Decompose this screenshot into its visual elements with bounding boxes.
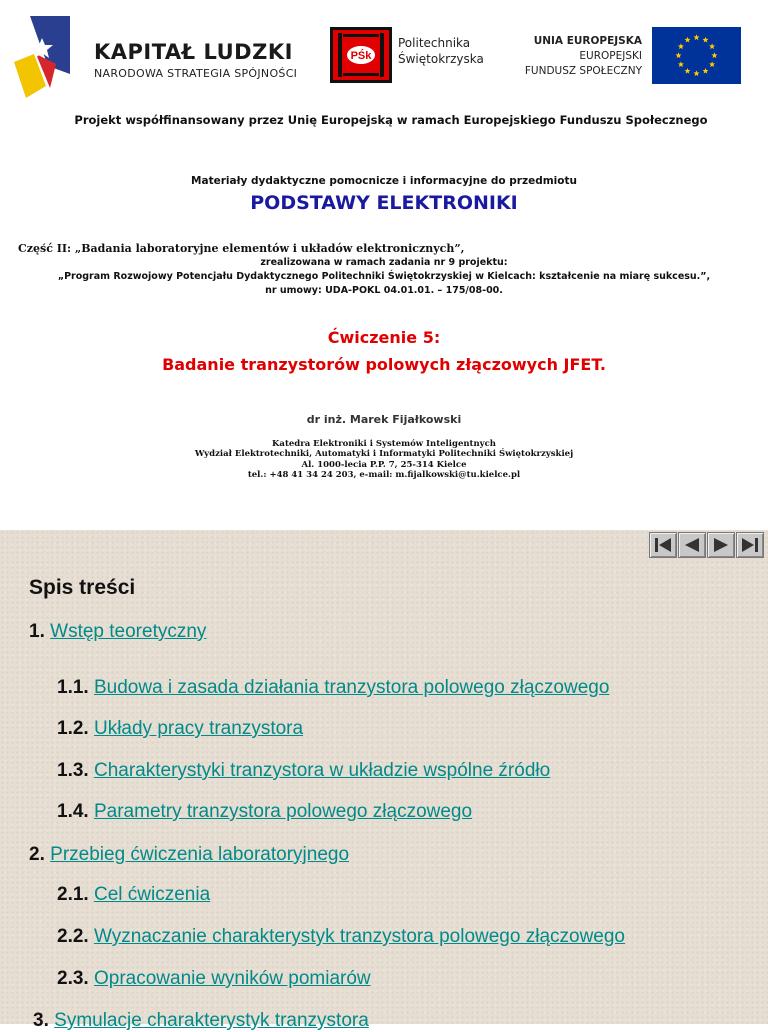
- toc-item-number: 1.1.: [57, 677, 89, 698]
- toc-link-uklady[interactable]: Układy pracy tranzystora: [93, 718, 304, 739]
- toc-item-number: 3.: [33, 1010, 49, 1031]
- toc-item-1-2: [57, 718, 303, 740]
- kapital-ludzki-logo-icon: [12, 14, 72, 100]
- affiliation-address: Al. 1000-lecia P.P. 7, 25-314 Kielce: [301, 460, 467, 470]
- ue-line-2: EUROPEJSKI: [579, 50, 642, 62]
- toc-item-2-3: [57, 968, 371, 990]
- affiliation-faculty: Wydział Elektrotechniki, Automatyki i Informatyki Politechniki Świętokrzyskiej: [194, 449, 574, 459]
- politechnika-name-line2: Świętokrzyska: [398, 52, 484, 66]
- ue-line-3: FUNDUSZ SPOŁECZNY: [524, 65, 642, 77]
- cofinancing-note: Projekt współfinansowany przez Unię Europejską w ramach Europejskiego Funduszu Społecznego: [74, 113, 708, 127]
- toc-item-number: 2.1.: [57, 884, 89, 905]
- last-page-button[interactable]: [736, 532, 764, 558]
- exercise-number: Ćwiczenie 5:: [327, 328, 441, 347]
- toc-item-number: 1.: [29, 621, 45, 642]
- contract-line: nr umowy: UDA-POKL 04.01.01. – 175/08-00.: [265, 285, 503, 296]
- politechnika-name-line1: Politechnika: [398, 36, 471, 50]
- toc-item-number: 1.4.: [57, 801, 89, 822]
- toc-link-parametry[interactable]: Parametry tranzystora polowego złączowego: [93, 801, 473, 822]
- next-page-button[interactable]: [707, 532, 735, 558]
- toc-item-number: 2.3.: [57, 968, 89, 989]
- toc-item-1: [29, 621, 206, 643]
- toc-link-symulacje[interactable]: Symulacje charakterystyk tranzystora: [54, 1010, 369, 1031]
- toc-item-1-4: [57, 801, 472, 823]
- affiliation-contact: tel.: +48 41 34 24 203, e-mail: m.fijalkowski@tu.kielce.pl: [247, 470, 521, 480]
- part-line: Część II: „Badania laboratoryjne elementów i układów elektronicznych”,: [18, 242, 465, 255]
- politechnika-logo-icon: [330, 27, 392, 83]
- toc-item-1-1: [57, 677, 609, 699]
- politechnika-logo-text: PŚk: [350, 50, 372, 62]
- kapital-ludzki-subtitle: NARODOWA STRATEGIA SPÓJNOŚCI: [94, 67, 298, 80]
- program-line: „Program Rozwojowy Potencjału Dydaktycznego Politechniki Świętokrzyskiej w Kielcach: kształcenie na miarę sukcesu.”,: [57, 271, 711, 282]
- politechnika-name: [398, 35, 484, 67]
- ue-text-block: [500, 34, 642, 79]
- toc-heading: Spis treści: [29, 576, 136, 599]
- toc-item-1-3: [57, 760, 550, 782]
- subject-title: PODSTAWY ELEKTRONIKI: [250, 192, 518, 214]
- toc-link-cel[interactable]: Cel ćwiczenia: [93, 884, 211, 905]
- toc-item-2: [29, 844, 349, 866]
- toc-item-3: [33, 1010, 369, 1032]
- exercise-title: Badanie tranzystorów polowych złączowych JFET.: [162, 355, 606, 374]
- toc-item-number: 2.2.: [57, 926, 89, 947]
- toc-item-number: 2.: [29, 844, 45, 865]
- last-icon: [740, 536, 760, 554]
- toc-item-number: 1.2.: [57, 718, 89, 739]
- author-name: dr inż. Marek Fijałkowski: [306, 413, 462, 426]
- kapital-ludzki-title: KAPITAŁ LUDZKI: [94, 40, 293, 64]
- toc-link-wyznaczanie[interactable]: Wyznaczanie charakterystyk tranzystora polowego złączowego: [93, 926, 626, 947]
- toc-link-przebieg[interactable]: Przebieg ćwiczenia laboratoryjnego: [50, 844, 350, 865]
- previous-page-button[interactable]: [678, 532, 706, 558]
- toc-item-2-2: [57, 926, 625, 948]
- eu-flag-icon: [652, 27, 741, 84]
- realized-line: zrealizowana w ramach zadania nr 9 projektu:: [260, 257, 508, 268]
- first-icon: [653, 536, 673, 554]
- toc-link-budowa[interactable]: Budowa i zasada działania tranzystora polowego złączowego: [93, 677, 610, 698]
- first-page-button[interactable]: [649, 532, 677, 558]
- toc-link-charakterystyki[interactable]: Charakterystyki tranzystora w układzie wspólne źródło: [93, 760, 551, 781]
- previous-icon: [682, 536, 702, 554]
- toc-item-2-1: [57, 884, 210, 906]
- toc-link-wstep[interactable]: Wstęp teoretyczny: [50, 621, 207, 642]
- toc-item-number: 1.3.: [57, 760, 89, 781]
- ue-line-1: UNIA EUROPEJSKA: [533, 35, 642, 47]
- next-icon: [711, 536, 731, 554]
- logo-bar: [0, 0, 768, 100]
- affiliation-department: Katedra Elektroniki i Systemów Inteligentnych: [272, 439, 496, 449]
- materials-line: Materiały dydaktyczne pomocnicze i informacyjne do przedmiotu: [191, 175, 577, 187]
- toc-link-opracowanie[interactable]: Opracowanie wyników pomiarów: [93, 968, 371, 989]
- navigation-buttons: [649, 532, 764, 558]
